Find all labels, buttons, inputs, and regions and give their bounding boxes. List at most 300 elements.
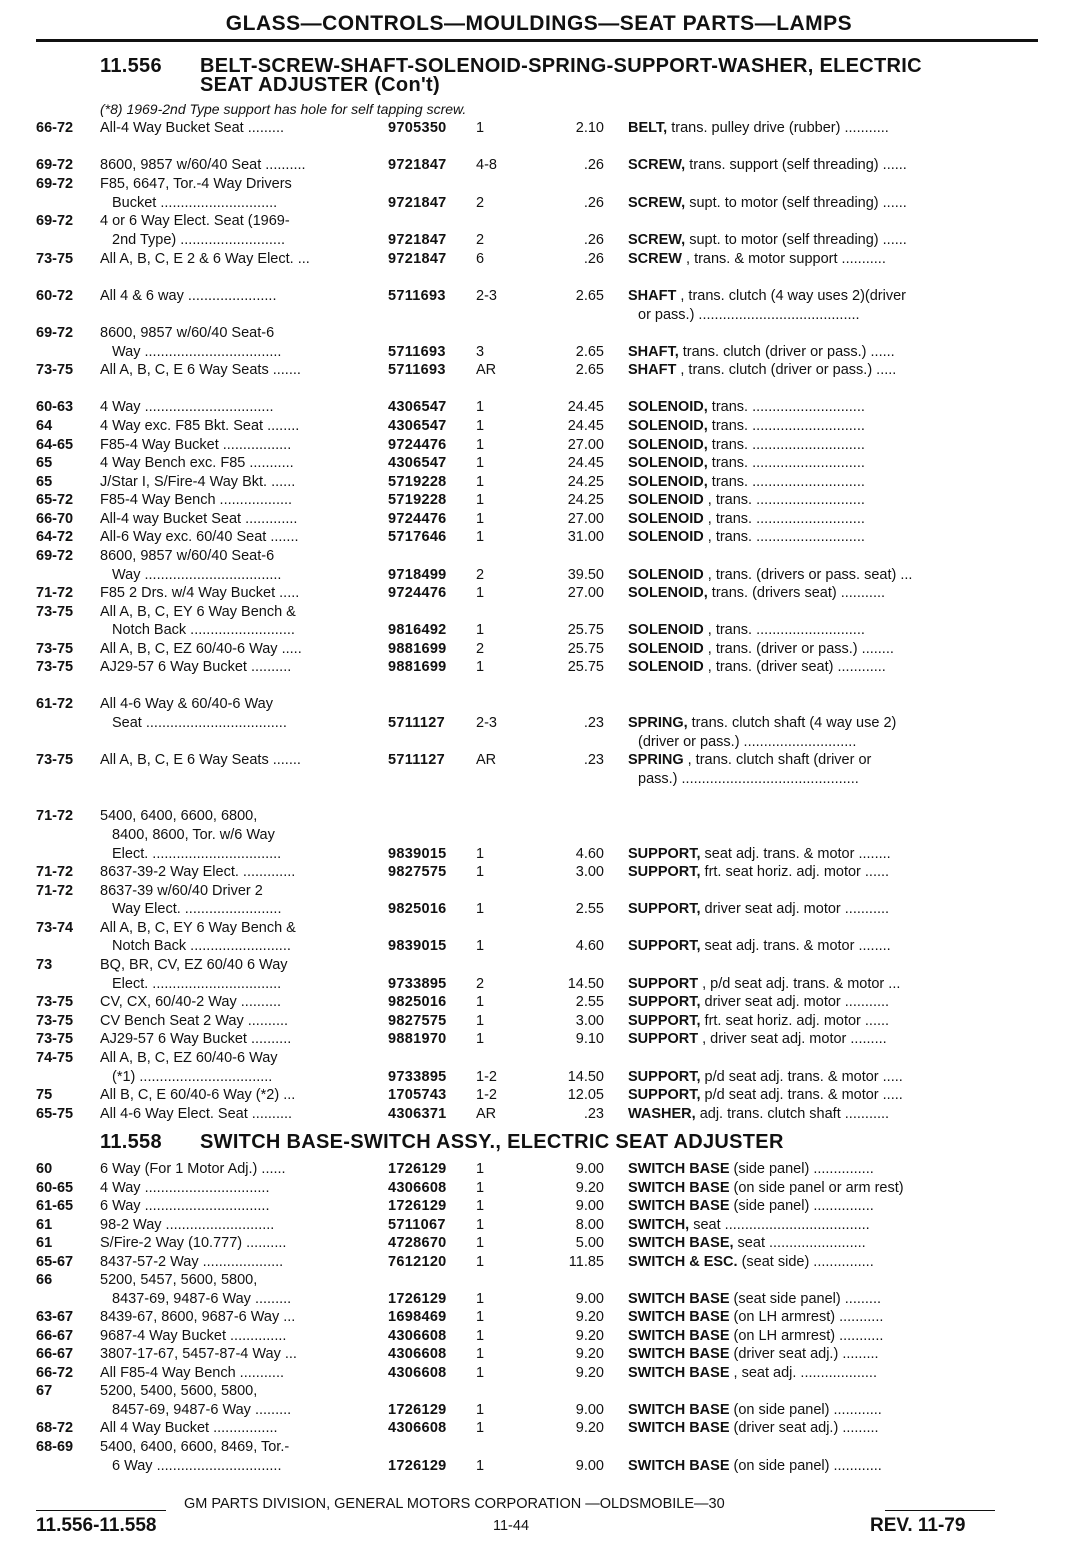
row-description-text: , trans. clutch shaft (driver or	[683, 752, 872, 768]
row-application: All 4 & 6 way ......................	[100, 288, 277, 304]
row-description-text: , trans. & motor support ...........	[681, 251, 886, 267]
row-application: 5400, 6400, 6600, 8469, Tor.-	[100, 1439, 290, 1455]
row-description-keyword: SUPPORT,	[628, 846, 701, 862]
row-price: 9.00	[575, 1291, 604, 1307]
table-row	[0, 976, 1078, 995]
row-part-number: 1698469	[388, 1309, 447, 1325]
row-part-number: 9839015	[388, 938, 447, 954]
row-years: 71-72	[36, 808, 74, 824]
row-description	[628, 1309, 988, 1325]
table-row	[0, 827, 1078, 846]
row-description-text: , trans. ...........................	[703, 529, 865, 545]
row-application: 6 Way ...............................	[100, 1198, 270, 1214]
row-description-text: frt. seat horiz. adj. motor ......	[700, 1013, 890, 1029]
row-application: 8439-67, 8600, 9687-6 Way ...	[100, 1309, 296, 1325]
row-description	[628, 492, 988, 508]
row-description	[628, 437, 988, 453]
table-row	[0, 1198, 1078, 1217]
row-years: 68-72	[36, 1420, 74, 1436]
row-description-keyword: BELT,	[628, 120, 668, 136]
row-description-keyword: SOLENOID,	[628, 474, 708, 490]
row-application: 5400, 6400, 6600, 6800,	[100, 808, 258, 824]
row-price: 25.75	[567, 622, 604, 638]
row-description-text: trans. ............................	[707, 437, 865, 453]
table-row	[0, 1217, 1078, 1236]
row-years: 73-75	[36, 604, 74, 620]
row-description-keyword: SCREW,	[628, 157, 686, 173]
row-description-keyword: SUPPORT,	[628, 1013, 701, 1029]
row-quantity: 1	[476, 529, 485, 545]
row-description-keyword: SWITCH BASE	[628, 1291, 730, 1307]
row-description-keyword: SUPPORT,	[628, 1069, 701, 1085]
row-quantity: AR	[476, 1106, 497, 1122]
row-application: All A, B, C, E 6 Way Seats .......	[100, 752, 301, 768]
row-price: 24.25	[567, 492, 604, 508]
row-description	[628, 1106, 988, 1122]
row-description-text: (on side panel) ............	[729, 1458, 882, 1474]
table-row	[0, 715, 1078, 734]
row-price: .26	[583, 195, 604, 211]
row-part-number: 9721847	[388, 251, 447, 267]
row-quantity: 1	[476, 437, 485, 453]
table-row	[0, 1106, 1078, 1125]
row-price: 25.75	[567, 659, 604, 675]
row-application: 8637-39 w/60/40 Driver 2	[100, 883, 263, 899]
row-description	[628, 1458, 988, 1474]
row-application-cont: (*1) .................................	[112, 1069, 273, 1085]
row-years: 67	[36, 1383, 53, 1399]
row-description	[628, 399, 988, 415]
row-part-number: 5711127	[388, 752, 445, 768]
row-application: All A, B, C, EY 6 Way Bench &	[100, 604, 296, 620]
row-quantity: 1-2	[476, 1069, 497, 1085]
table-row	[0, 846, 1078, 865]
row-quantity: 1	[476, 511, 485, 527]
row-description-text: (on LH armrest) ...........	[729, 1309, 884, 1325]
table-row	[0, 1050, 1078, 1069]
row-quantity: 1	[476, 1198, 485, 1214]
row-application: S/Fire-2 Way (10.777) ..........	[100, 1235, 287, 1251]
table-row	[0, 567, 1078, 586]
row-quantity: 2-3	[476, 288, 497, 304]
row-price: 14.50	[567, 1069, 604, 1085]
row-years: 65	[36, 455, 53, 471]
row-application: All 4 Way Bucket ................	[100, 1420, 278, 1436]
row-quantity: 1	[476, 901, 485, 917]
row-part-number: 9724476	[388, 585, 447, 601]
row-quantity: 1	[476, 1420, 485, 1436]
row-part-number: 9721847	[388, 232, 447, 248]
row-description-keyword: SWITCH BASE	[628, 1365, 730, 1381]
table-row	[0, 511, 1078, 530]
table-row	[0, 1420, 1078, 1439]
row-years: 73-75	[36, 1031, 74, 1047]
row-description-keyword: SWITCH BASE	[628, 1328, 730, 1344]
row-part-number: 1705743	[388, 1087, 447, 1103]
row-part-number: 4306547	[388, 399, 447, 415]
row-part-number: 9825016	[388, 901, 447, 917]
row-years: 73	[36, 957, 53, 973]
row-quantity: 1	[476, 1217, 485, 1233]
table-row	[0, 1365, 1078, 1384]
row-application: All A, B, C, EZ 60/40-6 Way .....	[100, 641, 302, 657]
row-part-number: 9827575	[388, 1013, 447, 1029]
table-row	[0, 957, 1078, 976]
row-price: 27.00	[567, 511, 604, 527]
row-description	[628, 474, 988, 490]
section-title-cont: SEAT ADJUSTER (Con't)	[200, 74, 440, 96]
row-description-text: (side panel) ...............	[729, 1198, 874, 1214]
row-description-text: seat ........................	[733, 1235, 866, 1251]
row-description	[628, 529, 988, 545]
row-description	[628, 1161, 988, 1177]
row-description-keyword: SUPPORT,	[628, 864, 701, 880]
row-description-keyword: SOLENOID,	[628, 455, 708, 471]
row-quantity: 4-8	[476, 157, 497, 173]
table-row	[0, 213, 1078, 232]
row-part-number: 4306608	[388, 1346, 447, 1362]
row-part-number: 4306371	[388, 1106, 447, 1122]
table-row	[0, 1235, 1078, 1254]
row-application: 8600, 9857 w/60/40 Seat-6	[100, 548, 275, 564]
row-part-number: 1726129	[388, 1198, 447, 1214]
row-years: 65-72	[36, 492, 74, 508]
row-description-keyword: SOLENOID	[628, 622, 704, 638]
row-description-keyword: SOLENOID	[628, 659, 704, 675]
row-description	[628, 232, 988, 248]
row-description-text: adj. trans. clutch shaft ...........	[695, 1106, 890, 1122]
row-description	[628, 846, 988, 862]
header-rule	[36, 39, 1038, 42]
row-years: 60-72	[36, 288, 74, 304]
row-application-cont: Elect. ................................	[112, 976, 282, 992]
table-row	[0, 288, 1078, 307]
row-application: 4 Way ................................	[100, 399, 274, 415]
row-description	[628, 1069, 988, 1085]
row-price: 9.20	[575, 1365, 604, 1381]
row-price: 9.20	[575, 1328, 604, 1344]
row-description-text: , trans. clutch (driver or pass.) .....	[676, 362, 897, 378]
row-application: All-4 Way Bucket Seat .........	[100, 120, 284, 136]
row-quantity: 1	[476, 1291, 485, 1307]
row-description-keyword: SUPPORT,	[628, 994, 701, 1010]
row-description-keyword: SHAFT,	[628, 344, 679, 360]
row-price: 2.10	[575, 120, 604, 136]
row-application-cont: Seat ...................................	[112, 715, 287, 731]
row-description	[628, 157, 988, 173]
row-description-cont: pass.) ............................................	[638, 771, 859, 787]
row-years: 75	[36, 1087, 53, 1103]
row-application: 3807-17-67, 5457-87-4 Way ...	[100, 1346, 297, 1362]
table-row	[0, 1439, 1078, 1458]
row-quantity: 2	[476, 195, 485, 211]
row-description-keyword: SUPPORT,	[628, 901, 701, 917]
row-years: 66-67	[36, 1328, 74, 1344]
section-heading-11556	[100, 57, 922, 95]
row-part-number: 9724476	[388, 511, 447, 527]
row-quantity: 1	[476, 1180, 485, 1196]
row-years: 65-67	[36, 1254, 74, 1270]
row-description-text: supt. to motor (self threading) ......	[685, 232, 907, 248]
row-description	[628, 659, 988, 675]
row-description-text: , trans. clutch (4 way uses 2)(driver	[676, 288, 907, 304]
table-row	[0, 251, 1078, 270]
table-row	[0, 1458, 1078, 1477]
row-description-cont: or pass.) ........................................	[638, 307, 860, 323]
row-description-keyword: SPRING	[628, 752, 684, 768]
row-part-number: 9733895	[388, 1069, 447, 1085]
row-description-text: , driver seat adj. motor .........	[698, 1031, 887, 1047]
row-quantity: 1	[476, 1458, 485, 1474]
row-description-keyword: SOLENOID	[628, 511, 704, 527]
row-application: All 4-6 Way & 60/40-6 Way	[100, 696, 273, 712]
row-description-text: seat ....................................	[689, 1217, 870, 1233]
row-description-cont: (driver or pass.) ............................	[638, 734, 857, 750]
row-application: 4 Way exc. F85 Bkt. Seat ........	[100, 418, 300, 434]
table-row	[0, 752, 1078, 771]
row-description	[628, 288, 988, 304]
row-years: 66-70	[36, 511, 74, 527]
row-description-keyword: SWITCH BASE	[628, 1198, 730, 1214]
row-years: 73-75	[36, 994, 74, 1010]
row-description-keyword: SUPPORT	[628, 1031, 699, 1047]
table-row	[0, 734, 1078, 753]
row-price: 9.00	[575, 1402, 604, 1418]
row-price: 24.25	[567, 474, 604, 490]
row-part-number: 4306547	[388, 418, 447, 434]
row-part-number: 5711693	[388, 344, 446, 360]
row-quantity: AR	[476, 752, 497, 768]
row-application-cont: 2nd Type) ..........................	[112, 232, 285, 248]
row-description	[628, 344, 988, 360]
row-part-number: 4306608	[388, 1420, 447, 1436]
table-row	[0, 362, 1078, 381]
table-row	[0, 232, 1078, 251]
row-description-keyword: SWITCH BASE,	[628, 1235, 734, 1251]
table-row	[0, 938, 1078, 957]
row-quantity: 1	[476, 585, 485, 601]
row-quantity: 1	[476, 1346, 485, 1362]
row-application: 98-2 Way ...........................	[100, 1217, 275, 1233]
row-description	[628, 1402, 988, 1418]
section-note: (*8) 1969-2nd Type support has hole for self tapping screw.	[100, 101, 467, 117]
row-quantity: 1	[476, 846, 485, 862]
table-row	[0, 604, 1078, 623]
row-description-text: (seat side) ...............	[737, 1254, 874, 1270]
table-row	[0, 437, 1078, 456]
row-quantity: 1	[476, 938, 485, 954]
row-description-keyword: SOLENOID	[628, 567, 704, 583]
row-years: 73-74	[36, 920, 74, 936]
table-row	[0, 1180, 1078, 1199]
row-description-keyword: SHAFT	[628, 362, 677, 378]
row-part-number: 1726129	[388, 1161, 447, 1177]
row-price: 9.00	[575, 1161, 604, 1177]
row-years: 65-75	[36, 1106, 74, 1122]
row-price: 31.00	[567, 529, 604, 545]
table-row	[0, 176, 1078, 195]
row-description-keyword: SHAFT	[628, 288, 677, 304]
row-description-text: , trans. ...........................	[703, 622, 865, 638]
row-years: 69-72	[36, 157, 74, 173]
row-application: 9687-4 Way Bucket ..............	[100, 1328, 287, 1344]
row-price: .23	[583, 1106, 604, 1122]
table-row	[0, 1272, 1078, 1291]
row-price: 39.50	[567, 567, 604, 583]
row-description-text: trans. support (self threading) ......	[685, 157, 907, 173]
row-part-number: 5711693	[388, 362, 446, 378]
row-description-keyword: SUPPORT,	[628, 938, 701, 954]
row-part-number: 9724476	[388, 437, 447, 453]
row-description	[628, 622, 988, 638]
row-quantity: 1	[476, 1031, 485, 1047]
row-years: 60-63	[36, 399, 74, 415]
row-application: F85-4 Way Bench ..................	[100, 492, 293, 508]
row-description-keyword: SOLENOID	[628, 641, 704, 657]
table-row	[0, 622, 1078, 641]
table-row	[0, 696, 1078, 715]
row-quantity: 1	[476, 1235, 485, 1251]
row-price: 9.20	[575, 1420, 604, 1436]
row-description-keyword: SWITCH BASE	[628, 1420, 730, 1436]
row-price: 14.50	[567, 976, 604, 992]
table-row	[0, 641, 1078, 660]
row-quantity: AR	[476, 362, 497, 378]
row-years: 73-75	[36, 1013, 74, 1029]
row-description	[628, 1346, 988, 1362]
row-application: 8600, 9857 w/60/40 Seat ..........	[100, 157, 306, 173]
row-description-text: , trans. (driver or pass.) ........	[703, 641, 894, 657]
table-row	[0, 883, 1078, 902]
row-part-number: 1726129	[388, 1402, 447, 1418]
row-application-cont: Notch Back .........................	[112, 938, 291, 954]
row-part-number: 5719228	[388, 474, 447, 490]
table-row	[0, 808, 1078, 827]
row-description-text: (driver seat adj.) .........	[729, 1346, 879, 1362]
row-description	[628, 585, 988, 601]
row-years: 61	[36, 1217, 53, 1233]
row-application-cont: 8457-69, 9487-6 Way .........	[112, 1402, 292, 1418]
row-description-text: frt. seat horiz. adj. motor ......	[700, 864, 890, 880]
row-quantity: 1	[476, 659, 485, 675]
row-years: 64-72	[36, 529, 74, 545]
row-application: BQ, BR, CV, EZ 60/40 6 Way	[100, 957, 288, 973]
row-price: .26	[583, 157, 604, 173]
row-price: 12.05	[567, 1087, 604, 1103]
row-application: CV, CX, 60/40-2 Way ..........	[100, 994, 282, 1010]
row-years: 71-72	[36, 883, 74, 899]
row-description-text: trans. (drivers seat) ...........	[707, 585, 886, 601]
row-quantity: 1	[476, 994, 485, 1010]
row-application: AJ29-57 6 Way Bucket ..........	[100, 659, 292, 675]
row-description	[628, 864, 988, 880]
row-quantity: 2	[476, 232, 485, 248]
row-application-cont: Way ..................................	[112, 567, 282, 583]
row-application-cont: Elect. ................................	[112, 846, 282, 862]
row-description	[628, 1328, 988, 1344]
row-description	[628, 1365, 988, 1381]
row-quantity: 1-2	[476, 1087, 497, 1103]
table-row	[0, 1069, 1078, 1088]
table-row	[0, 1346, 1078, 1365]
row-price: 2.55	[575, 901, 604, 917]
row-application: F85-4 Way Bucket .................	[100, 437, 292, 453]
row-quantity: 1	[476, 1254, 485, 1270]
table-row	[0, 1087, 1078, 1106]
table-row	[0, 864, 1078, 883]
table-row	[0, 1328, 1078, 1347]
table-row	[0, 325, 1078, 344]
row-quantity: 2-3	[476, 715, 497, 731]
row-description-keyword: SOLENOID,	[628, 437, 708, 453]
row-years: 61-65	[36, 1198, 74, 1214]
footer-rule-left	[36, 1510, 166, 1511]
row-application: All A, B, C, E 6 Way Seats .......	[100, 362, 301, 378]
row-years: 60	[36, 1161, 53, 1177]
row-description-text: supt. to motor (self threading) ......	[685, 195, 907, 211]
row-description-text: driver seat adj. motor ...........	[700, 901, 890, 917]
row-quantity: 2	[476, 567, 485, 583]
row-part-number: 9881699	[388, 659, 447, 675]
table-row	[0, 418, 1078, 437]
row-quantity: 1	[476, 474, 485, 490]
row-description	[628, 938, 988, 954]
row-description-text: seat adj. trans. & motor ........	[700, 846, 891, 862]
row-part-number: 5719228	[388, 492, 447, 508]
row-part-number: 5711067	[388, 1217, 446, 1233]
row-quantity: 1	[476, 1328, 485, 1344]
table-row	[0, 1402, 1078, 1421]
row-price: 4.60	[575, 938, 604, 954]
row-price: 9.10	[575, 1031, 604, 1047]
row-description	[628, 901, 988, 917]
row-description	[628, 1031, 988, 1047]
table-row	[0, 1031, 1078, 1050]
row-description-text: , seat adj. ...................	[729, 1365, 877, 1381]
row-part-number: 4306608	[388, 1180, 447, 1196]
row-application: J/Star I, S/Fire-4 Way Bkt. ......	[100, 474, 296, 490]
row-price: 24.45	[567, 399, 604, 415]
row-part-number: 9839015	[388, 846, 447, 862]
row-description	[628, 195, 988, 211]
row-years: 73-75	[36, 752, 74, 768]
section-heading-11558	[100, 1133, 784, 1152]
row-quantity: 1	[476, 1161, 485, 1177]
row-application: F85, 6647, Tor.-4 Way Drivers	[100, 176, 292, 192]
row-description-text: (side panel) ...............	[729, 1161, 874, 1177]
row-application-cont: 6 Way ...............................	[112, 1458, 282, 1474]
row-application-cont: Bucket .............................	[112, 195, 278, 211]
row-price: .23	[583, 715, 604, 731]
row-description	[628, 1013, 988, 1029]
row-part-number: 9881699	[388, 641, 447, 657]
row-description-text: , trans. (driver seat) ............	[703, 659, 886, 675]
row-description	[628, 976, 988, 992]
row-description-keyword: SOLENOID	[628, 529, 704, 545]
section-title: BELT-SCREW-SHAFT-SOLENOID-SPRING-SUPPORT-WASHER, ELECTRIC	[200, 55, 922, 77]
row-part-number: 9825016	[388, 994, 447, 1010]
row-application: 4 Way ...............................	[100, 1180, 270, 1196]
row-description-text: , p/d seat adj. trans. & motor ...	[698, 976, 901, 992]
row-application: 8437-57-2 Way ....................	[100, 1254, 284, 1270]
row-part-number: 9705350	[388, 120, 447, 136]
row-application: All B, C, E 60/40-6 Way (*2) ...	[100, 1087, 296, 1103]
row-price: 9.00	[575, 1458, 604, 1474]
row-part-number: 4306608	[388, 1328, 447, 1344]
row-description	[628, 511, 988, 527]
row-years: 63-67	[36, 1309, 74, 1325]
row-description	[628, 251, 988, 267]
